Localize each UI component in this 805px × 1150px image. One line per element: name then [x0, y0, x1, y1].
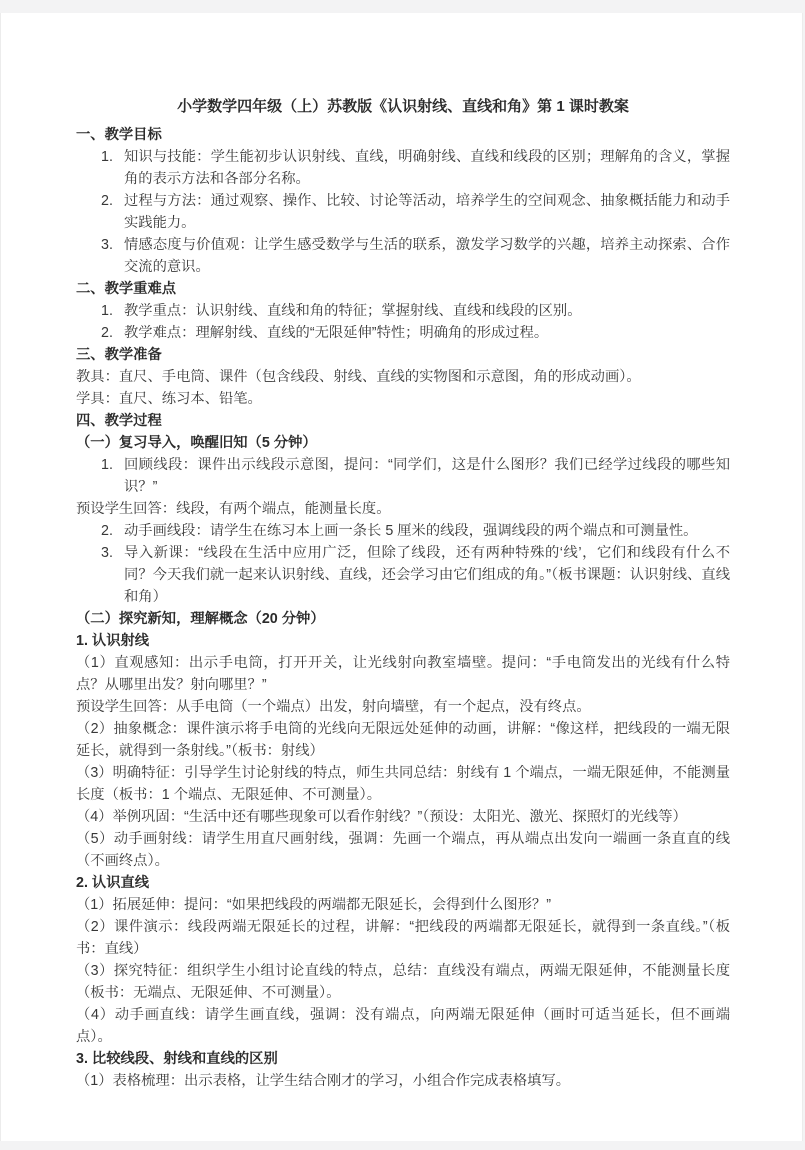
- section-heading: 二、教学重难点: [76, 281, 177, 297]
- paragraph: 预设学生回答：从手电筒（一个端点）出发，射向墙壁，有一个起点，没有终点。: [76, 699, 591, 715]
- list-item: [76, 322, 730, 344]
- paragraph: （3）明确特征：引导学生讨论射线的特点，师生共同总结：射线有 1 个端点，一端无限延伸，不能测量长度（板书：1 个端点、无限延伸、不可测量）。: [76, 765, 730, 803]
- section-heading: 三、教学准备: [76, 347, 162, 363]
- list-item: [76, 234, 730, 278]
- list-item: [76, 520, 730, 542]
- list-item-number: 1.: [101, 457, 113, 473]
- list-item: [76, 190, 730, 234]
- section-heading: 四、教学过程: [76, 413, 162, 429]
- paragraph: （1）直观感知：出示手电筒，打开开关，让光线射向教室墙壁。提问：“手电筒发出的光线有什么特点？从哪里出发？射向哪里？”: [76, 655, 730, 693]
- sub-heading: 2. 认识直线: [76, 875, 150, 891]
- document-page: [0, 13, 803, 1141]
- sub-heading: 3. 比较线段、射线和直线的区别: [76, 1051, 278, 1067]
- list-item: [76, 542, 730, 608]
- paragraph: （2）抽象概念：课件演示将手电筒的光线向无限远处延伸的动画，讲解：“像这样，把线段的一端无限延长，就得到一条射线。”（板书：射线）: [76, 721, 730, 759]
- list-item: [76, 300, 730, 322]
- list-item-number: 2.: [101, 325, 113, 341]
- list-item-number: 1.: [101, 149, 113, 165]
- paragraph: 预设学生回答：线段，有两个端点，能测量长度。: [76, 501, 391, 517]
- paragraph: （1）拓展延伸：提问：“如果把线段的两端都无限延长，会得到什么图形？”: [76, 897, 551, 913]
- list-item-number: 3.: [101, 545, 113, 561]
- list-item-text: 回顾线段：课件出示线段示意图，提问：“同学们，这是什么图形？我们已经学过线段的哪些知识？”: [124, 457, 730, 495]
- list-item-number: 2.: [101, 193, 113, 209]
- document-body: [76, 124, 730, 1092]
- paragraph: （4）动手画直线：请学生画直线，强调：没有端点，向两端无限延伸（画时可适当延长，但不画端点）。: [76, 1007, 730, 1045]
- section-heading: 一、教学目标: [76, 127, 162, 143]
- list-item-text: 过程与方法：通过观察、操作、比较、讨论等活动，培养学生的空间观念、抽象概括能力和动手实践能力。: [124, 193, 730, 231]
- paragraph: 教具：直尺、手电筒、课件（包含线段、射线、直线的实物图和示意图，角的形成动画）。: [76, 369, 641, 385]
- list-item-number: 1.: [101, 303, 113, 319]
- sub-heading: 1. 认识射线: [76, 633, 150, 649]
- list-item-text: 导入新课：“线段在生活中应用广泛，但除了线段，还有两种特殊的‘线’，它们和线段有什么不同？今天我们就一起来认识射线、直线，还会学习由它们组成的角。”（板书课题：认识射线、直线和角）: [124, 545, 730, 605]
- list-item: [76, 454, 730, 498]
- paragraph: （1）表格梳理：出示表格，让学生结合刚才的学习，小组合作完成表格填写。: [76, 1073, 571, 1089]
- document-content: [1, 13, 802, 1092]
- paragraph: （2）课件演示：线段两端无限延长的过程，讲解：“把线段的两端都无限延长，就得到一条直线。”（板书：直线）: [76, 919, 730, 957]
- list-item-number: 3.: [101, 237, 113, 253]
- paragraph: （4）举例巩固：“生活中还有哪些现象可以看作射线？”（预设：太阳光、激光、探照灯的光线等）: [76, 809, 687, 825]
- list-item-text: 情感态度与价值观：让学生感受数学与生活的联系，激发学习数学的兴趣，培养主动探索、合作交流的意识。: [124, 237, 730, 275]
- list-item-text: 教学难点：理解射线、直线的“无限延伸”特性；明确角的形成过程。: [124, 325, 549, 341]
- sub-section-heading: （一）复习导入，唤醒旧知（5 分钟）: [76, 435, 317, 451]
- sub-section-heading: （二）探究新知，理解概念（20 分钟）: [76, 611, 325, 627]
- list-item-text: 动手画线段：请学生在练习本上画一条长 5 厘米的线段，强调线段的两个端点和可测量性。: [124, 523, 698, 539]
- paragraph: （5）动手画射线：请学生用直尺画射线，强调：先画一个端点，再从端点出发向一端画一条直直的线（不画终点）。: [76, 831, 730, 869]
- list-item-number: 2.: [101, 523, 113, 539]
- list-item: [76, 146, 730, 190]
- list-item-text: 知识与技能：学生能初步认识射线、直线，明确射线、直线和线段的区别；理解角的含义，掌握角的表示方法和各部分名称。: [124, 149, 730, 187]
- paragraph: （3）探究特征：组织学生小组讨论直线的特点，总结：直线没有端点，两端无限延伸，不能测量长度（板书：无端点、无限延伸、不可测量）。: [76, 963, 730, 1001]
- document-title: 小学数学四年级（上）苏教版《认识射线、直线和角》第 1 课时教案: [177, 98, 629, 115]
- list-item-text: 教学重点：认识射线、直线和角的特征；掌握射线、直线和线段的区别。: [124, 303, 582, 319]
- paragraph: 学具：直尺、练习本、铅笔。: [76, 391, 262, 407]
